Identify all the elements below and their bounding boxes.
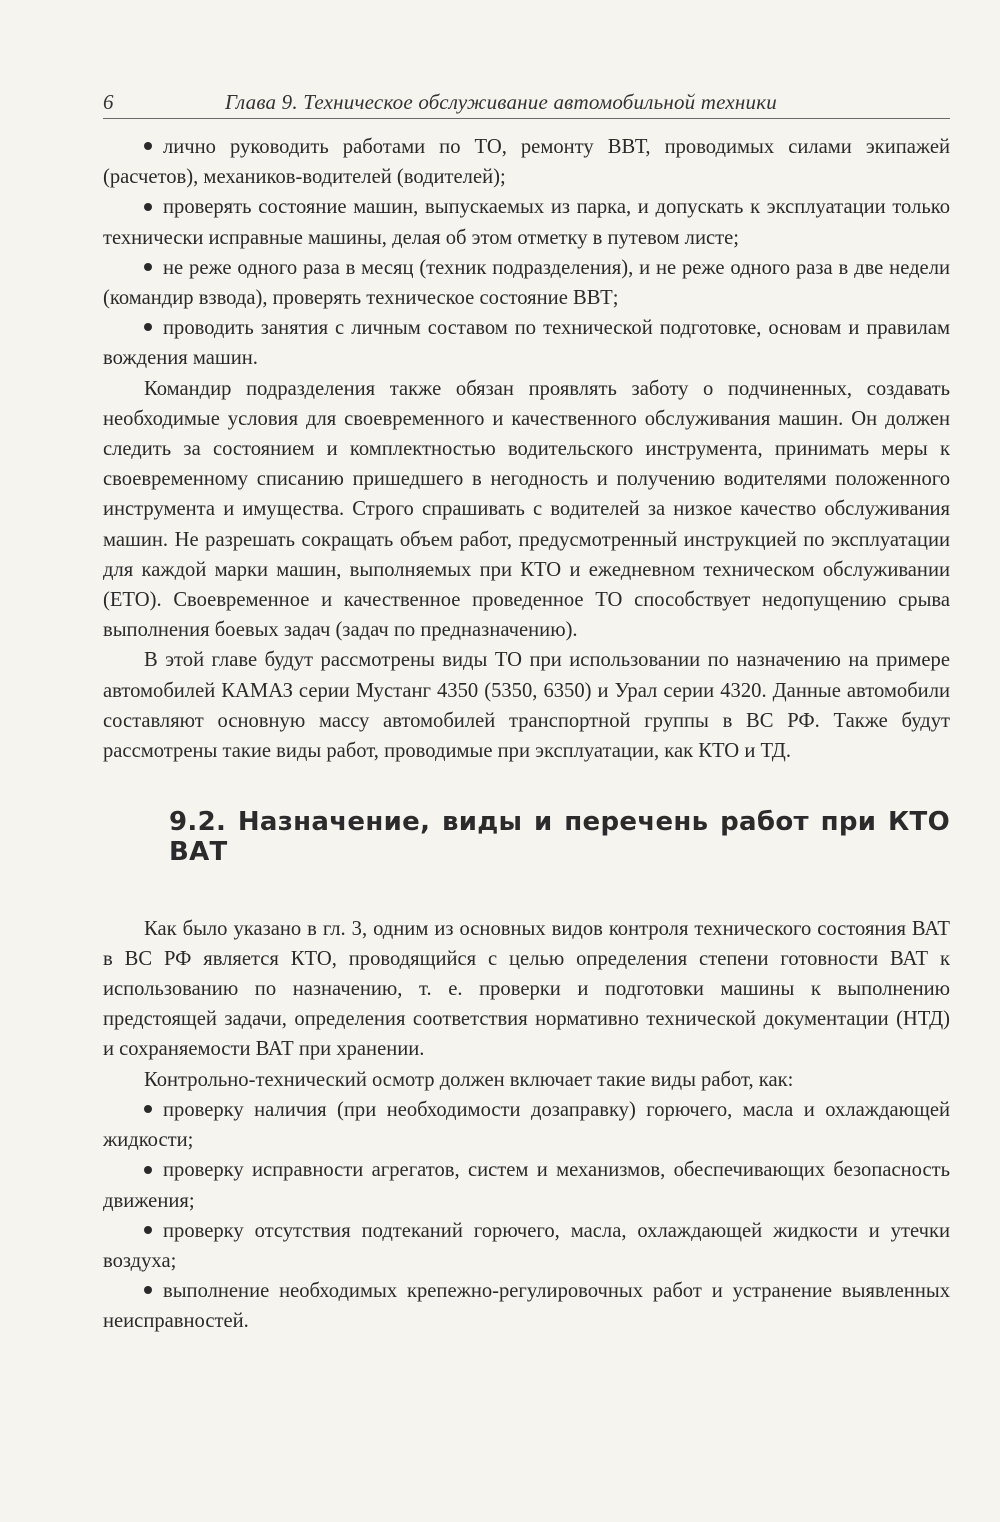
bullet-dot-icon [144,263,152,271]
paragraph: Как было указано в гл. 3, одним из основных видов контроля технического состояния ВАТ в ВС РФ является КТО, проводящийся с целью определения степени готовности ВАТ к использованию по назначению, т. е. проверки и подготовки машины к выполнению предстоящей задачи, определения соответствия нормативно технической документации (НТД) и сохраняемости ВАТ при хранении. [103,917,950,1061]
bullet-dot-icon [144,1226,152,1234]
bullet-text: проводить занятия с личным составом по технической подготовке, основам и правилам вождения машин. [103,317,950,370]
bullet-text: лично руководить работами по ТО, ремонту ВВТ, проводимых силами экипажей (расчетов), механиков-водителей (водителей); [103,136,950,189]
bullet-text: проверку наличия (при необходимости дозаправку) горючего, масла и охлаждающей жидкости; [103,1098,950,1152]
bullet-text: проверку отсутствия подтеканий горючего, масла, охлаждающей жидкости и утечки воздуха; [103,1219,950,1272]
bullet-dot-icon [144,323,152,331]
paragraph: В этой главе будут рассмотрены виды ТО при использовании по назначению на примере автомобилей КАМАЗ серии Мустанг 4350 (5350, 6350) и Урал серии 4320. Данные автомобили составляют основную массу автомобилей транспортной группы в ВС РФ. Также будут рассмотрены такие виды работ, проводимые при эксплуатации, как КТО и ТД. [103,649,950,763]
bullet-item [103,1155,950,1215]
bullet-dot-icon [144,142,152,150]
bullet-dot-icon [144,203,152,211]
section-heading: 9.2. Назначение, виды и перечень работ при КТО ВАТ [169,807,950,868]
page-number: 6 [103,90,114,114]
chapter-title: Глава 9. Техническое обслуживание автомобильной техники [225,90,777,114]
bullet-item [103,192,950,252]
bullet-dot-icon [144,1166,152,1174]
bullet-text: проверять состояние машин, выпускаемых из парка, и допускать к эксплуатации только технически исправные машины, делая об этом отметку в путевом листе; [103,196,950,249]
bullet-item [103,253,950,313]
page-body [103,132,950,1337]
bullet-dot-icon [144,1105,152,1113]
paragraph: Контрольно-технический осмотр должен включает такие виды работ, как: [144,1068,794,1091]
paragraph: Командир подразделения также обязан проявлять заботу о подчиненных, создавать необходимые условия для своевременного и качественного обслуживания машин. Он должен следить за состоянием и комплектностью водительского инструмента, принимать меры к своевременному списанию пришедшего в негодность и получению водителями положенного инструмента и имущества. Строго спрашивать с водителей за низкое качество обслуживания машин. Не разрешать сокращать объем работ, предусмотренный инструкцией по эксплуатации для каждой марки машин, выполняемых при КТО и ежедневном техническом обслуживании (ЕТО). Своевременное и качественное проведенное ТО способствует недопущению срыва выполнения боевых задач (задач по предназначению). [103,377,950,642]
bullet-item [103,1095,950,1155]
bullet-text: выполнение необходимых крепежно-регулировочных работ и устранение выявленных неисправностей. [103,1280,950,1333]
bullet-item [103,132,950,192]
bullet-item [103,1216,950,1276]
bullet-item [103,313,950,373]
bullet-dot-icon [144,1286,152,1294]
bullet-text: не реже одного раза в месяц (техник подразделения), и не реже одного раза в две недели (командир взвода), проверять техническое состояние ВВТ; [103,256,950,310]
book-page [103,86,950,1337]
running-header [103,86,950,119]
bullet-item [103,1276,950,1336]
bullet-text: проверку исправности агрегатов, систем и механизмов, обеспечивающих безопасность движения; [103,1159,950,1212]
